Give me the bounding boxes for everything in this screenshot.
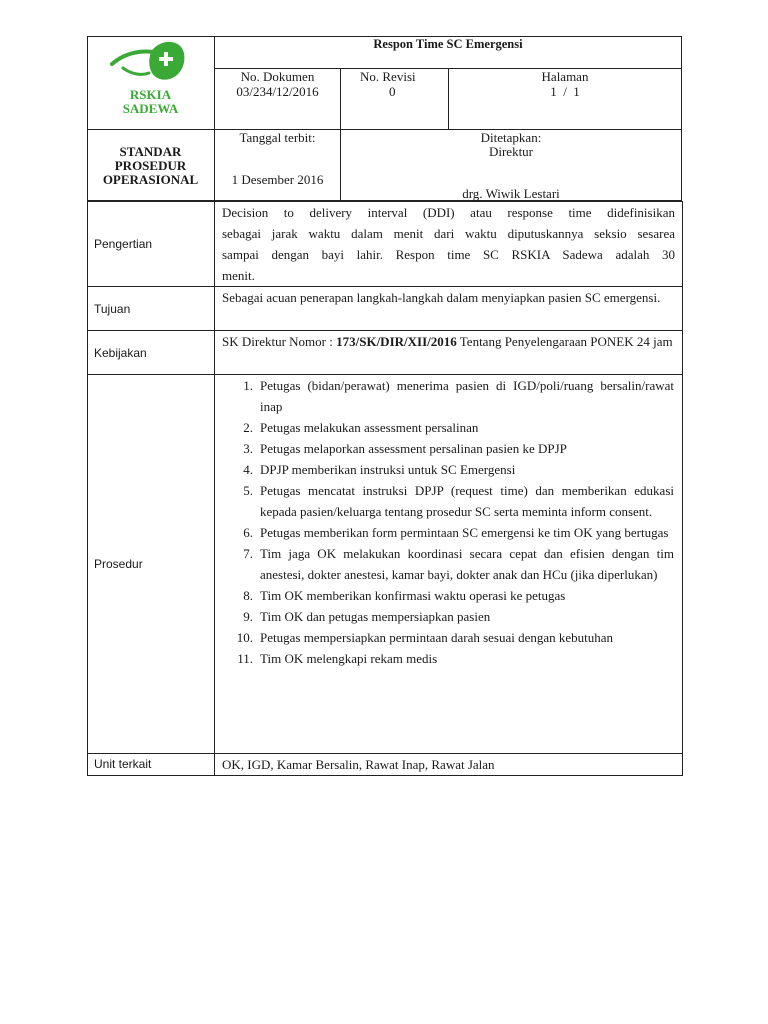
step-text: Petugas melaporkan assessment persalinan pasien ke DPJP xyxy=(260,441,567,456)
sop-title-line2: PROSEDUR xyxy=(114,158,187,173)
prosedur-step xyxy=(231,480,674,522)
dokumen-label: No. Dokumen xyxy=(240,69,315,84)
unit-terkait-text: OK, IGD, Kamar Bersalin, Rawat Inap, Rawat Jalan xyxy=(215,754,683,776)
step-number: 7. xyxy=(243,546,253,561)
pengertian-line: Decision to delivery interval (DDI) atau response time didefinisikan xyxy=(222,205,675,220)
step-text: Petugas memberikan form permintaan SC emergensi ke tim OK yang bertugas xyxy=(260,525,669,540)
step-text: Petugas mempersiapkan permintaan darah sesuai dengan kebutuhan xyxy=(260,630,614,645)
step-number: 2. xyxy=(243,420,253,435)
hospital-name-line2: SADEWA xyxy=(122,101,179,116)
unit-terkait-label: Unit terkait xyxy=(88,754,215,776)
prosedur-step xyxy=(231,648,674,669)
row-kebijakan xyxy=(88,331,683,375)
prosedur-step xyxy=(231,417,674,438)
ditetapkan-label: Ditetapkan: xyxy=(480,130,542,145)
row-prosedur xyxy=(88,375,683,754)
step-text: Tim OK dan petugas mempersiapkan pasien xyxy=(260,609,491,624)
row-pengertian xyxy=(88,202,683,287)
prosedur-step xyxy=(231,627,674,648)
terbit-label: Tanggal terbit: xyxy=(239,130,316,145)
step-text: Tim OK memberikan konfirmasi waktu operasi ke petugas xyxy=(260,588,566,603)
pengertian-line: menit. xyxy=(222,268,255,283)
kebijakan-label: Kebijakan xyxy=(88,331,215,375)
step-text: DPJP memberikan instruksi untuk SC Emergensi xyxy=(260,462,516,477)
prosedur-step xyxy=(231,522,674,543)
revisi-label: No. Revisi xyxy=(360,69,416,84)
kebijakan-prefix: SK Direktur Nomor : xyxy=(222,334,337,349)
step-text: Petugas (bidan/perawat) menerima pasien di IGD/poli/ruang bersalin/rawat inap xyxy=(260,378,674,414)
prosedur-step xyxy=(231,459,674,480)
prosedur-content xyxy=(215,375,683,754)
step-number: 4. xyxy=(243,462,253,477)
step-number: 10. xyxy=(236,630,253,645)
sop-title-line1: STANDAR xyxy=(119,144,182,159)
step-number: 8. xyxy=(243,588,253,603)
kebijakan-suffix: Tentang Penyelengaraan PONEK 24 jam xyxy=(456,334,673,349)
pengertian-line: sampai dengan bayi lahir. Respon time SC RSKIA Sadewa adalah 30 xyxy=(222,247,675,262)
prosedur-label: Prosedur xyxy=(88,375,215,754)
row-tujuan xyxy=(88,287,683,331)
hospital-name-line1: RSKIA xyxy=(129,87,172,102)
pengertian-line: sebagai jarak waktu dalam menit dari waktu diputuskannya seksio sesarea xyxy=(222,226,675,241)
ditetapkan-role: Direktur xyxy=(488,144,534,159)
revisi-value: 0 xyxy=(389,84,396,99)
prosedur-step xyxy=(231,606,674,627)
prosedur-step xyxy=(231,585,674,606)
step-number: 1. xyxy=(243,378,253,393)
prosedur-step xyxy=(231,375,674,417)
document-title: Respon Time SC Emergensi xyxy=(373,37,523,51)
pengertian-content xyxy=(215,202,683,287)
step-number: 5. xyxy=(243,483,253,498)
tujuan-label: Tujuan xyxy=(88,287,215,331)
halaman-label: Halaman xyxy=(541,69,589,84)
terbit-value: 1 Desember 2016 xyxy=(231,172,324,187)
kebijakan-content xyxy=(215,331,683,375)
row-unit-terkait xyxy=(88,754,683,776)
step-text: Petugas mencatat instruksi DPJP (request time) dan memberikan edukasi kepada pasien/keluarga tentang prosedur SC serta meminta inform consent. xyxy=(260,483,674,519)
document-header xyxy=(87,36,682,201)
signatory-name: drg. Wiwik Lestari xyxy=(462,186,560,201)
step-number: 9. xyxy=(243,609,253,624)
prosedur-step xyxy=(231,438,674,459)
hospital-logo xyxy=(109,40,193,84)
kebijakan-sk-number: 173/SK/DIR/XII/2016 xyxy=(336,334,457,349)
sop-title-line3: OPERASIONAL xyxy=(102,172,199,187)
tujuan-text: Sebagai acuan penerapan langkah-langkah dalam menyiapkan pasien SC emergensi. xyxy=(215,287,683,331)
step-number: 6. xyxy=(243,525,253,540)
prosedur-steps-list xyxy=(231,375,674,669)
halaman-value: 1 / 1 xyxy=(550,84,580,99)
header-border-right xyxy=(681,36,682,201)
step-number: 3. xyxy=(243,441,253,456)
step-number: 11. xyxy=(237,651,253,666)
dokumen-value: 03/234/12/2016 xyxy=(236,84,319,99)
prosedur-step xyxy=(231,543,674,585)
sop-table xyxy=(87,201,683,776)
step-text: Petugas melakukan assessment persalinan xyxy=(260,420,479,435)
step-text: Tim OK melengkapi rekam medis xyxy=(260,651,438,666)
pengertian-label: Pengertian xyxy=(88,202,215,287)
step-text: Tim jaga OK melakukan koordinasi secara cepat dan efisien dengan tim anestesi, dokter anestesi, kamar bayi, dokter anak dan HCu (jika diperlukan) xyxy=(260,546,674,582)
rskia-sadewa-logo-icon xyxy=(109,40,193,84)
